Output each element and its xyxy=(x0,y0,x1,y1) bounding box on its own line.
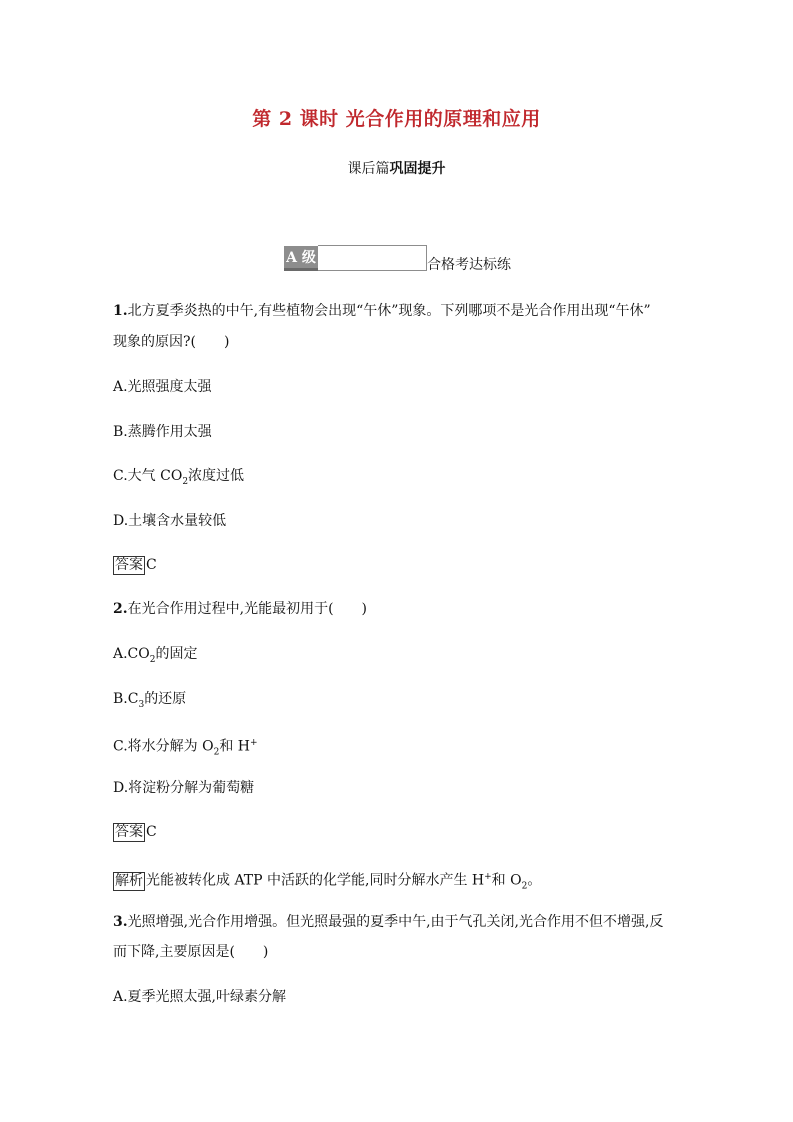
q1-stem-line2: 现象的原因?( ) xyxy=(113,334,230,350)
q2-analysis: 解析 光能被转化成 ATP 中活跃的化学能,同时分解水产生 H+和 $O_2$。 xyxy=(115,872,542,892)
q1-option-b: B.蒸腾作用太强 xyxy=(113,424,212,440)
answer-value: C xyxy=(146,557,157,573)
level-badge: A 级 xyxy=(284,246,318,271)
level-banner xyxy=(284,245,511,273)
level-box xyxy=(318,245,427,271)
q3-number: 3. xyxy=(113,914,128,930)
answer-tag: 答案 xyxy=(115,557,143,573)
subtitle-normal: 课后篇 xyxy=(347,161,390,177)
q3-stem-line2: 而下降,主要原因是( ) xyxy=(113,944,269,960)
q2-option-b: $B.C_3$的还原 xyxy=(113,691,187,710)
answer-value: C xyxy=(146,824,157,840)
q2-stem: 2.在光合作用过程中,光能最初用于( ) xyxy=(113,601,367,617)
q1-option-d: D.土壤含水量较低 xyxy=(113,513,227,529)
q1-option-a: A.光照强度太强 xyxy=(113,379,212,395)
analysis-tag: 解析 xyxy=(115,872,143,889)
q2-option-a: $A.CO_2$的固定 xyxy=(113,646,198,665)
q2-number: 2. xyxy=(113,601,128,617)
level-label: 合格考达标练 xyxy=(427,257,511,273)
q1-stem-line1: 1.北方夏季炎热的中午,有些植物会出现“午休”现象。下列哪项不是光合作用出现“午休” xyxy=(113,303,651,319)
q1-answer xyxy=(113,555,157,575)
page-title: 第 2 课时 光合作用的原理和应用 xyxy=(252,108,541,130)
q1-number: 1. xyxy=(113,303,128,319)
q2-option-d: D.将淀粉分解为葡萄糖 xyxy=(113,780,255,796)
page-subtitle xyxy=(0,158,793,178)
subtitle-bold: 巩固提升 xyxy=(389,161,446,177)
answer-tag: 答案 xyxy=(115,824,143,840)
q1-option-c: C.大气 $CO_2$浓度过低 xyxy=(113,468,245,487)
q2-answer xyxy=(113,822,157,842)
q3-option-a: A.夏季光照太强,叶绿素分解 xyxy=(113,989,287,1005)
q2-option-c: C.将水分解为 $O_2$和 H+ xyxy=(113,738,258,758)
q3-stem-line1: 3.光照增强,光合作用增强。但光照最强的夏季中午,由于气孔关闭,光合作用不但不增强,反 xyxy=(113,914,664,930)
